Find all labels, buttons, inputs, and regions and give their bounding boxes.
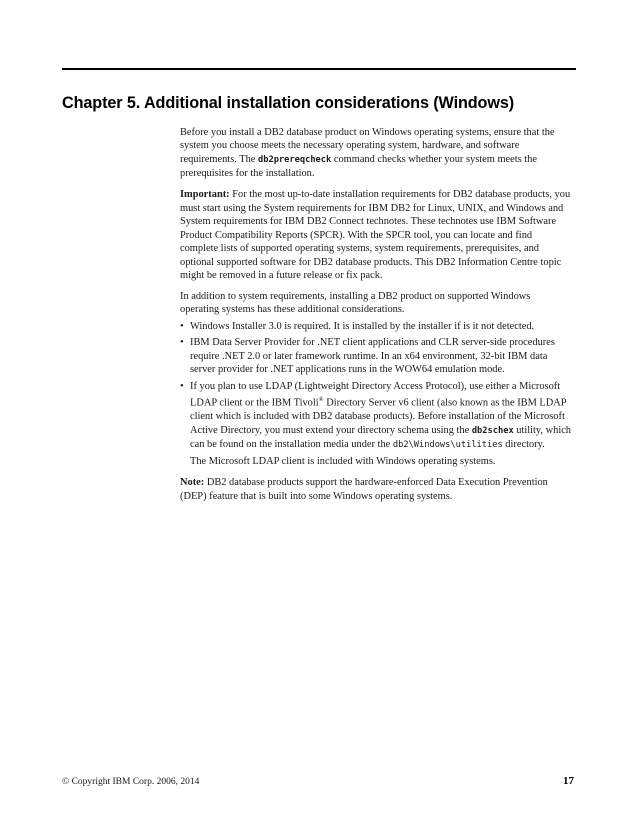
intro-text-end: command checks whether your system meets the prerequisites for the installation.	[180, 153, 537, 180]
important-label: Important:	[180, 189, 230, 201]
bullet: •	[180, 337, 184, 349]
page-number: 17	[563, 775, 574, 787]
list-item	[180, 320, 572, 333]
utilities-path: db2\Windows\utilities	[392, 439, 503, 450]
ldap-text-2: Directory Server v6 client (also known as the IBM LDAP client which is included with DB2 database products). Before installation of the Microsoft Active Directory, you must extend your directory schema using the	[190, 397, 567, 436]
body-text	[180, 126, 572, 503]
prereq-command: db2prereqcheck	[258, 154, 332, 165]
list-item-ldap	[180, 380, 572, 453]
bullet: •	[180, 320, 184, 332]
list-item	[180, 336, 572, 376]
list-item-text: Windows Installer 3.0 is required. It is installed by the installer if is it not detected.	[190, 320, 535, 332]
note-text: DB2 database products support the hardware-enforced Data Execution Prevention (DEP) feature that is built into some Windows operating systems.	[180, 477, 548, 502]
note-paragraph	[180, 476, 572, 503]
ldap-text-4: directory.	[502, 438, 545, 450]
intro-text: Before you install a DB2 database product on Windows operating systems, ensure that the system you choose meets the necessary operating system, hardware, and software requirements. The	[180, 127, 555, 165]
copyright-notice: © Copyright IBM Corp. 2006, 2014	[62, 777, 200, 787]
note-label: Note:	[180, 477, 205, 489]
list-item-text: IBM Data Server Provider for .NET client applications and CLR server-side procedures require .NET 2.0 or later framework runtime. In an x64 environment, 32-bit IBM data server provider for .NET applications runs in the WOW64 emulation mode.	[190, 337, 555, 376]
ldap-followup: The Microsoft LDAP client is included with Windows operating systems.	[190, 456, 496, 468]
registered-mark: ®	[318, 396, 324, 404]
ldap-text: If you plan to use LDAP (Lightweight Directory Access Protocol), use either a Microsoft LDAP client or the IBM Tivoli	[190, 380, 561, 409]
important-text: For the most up-to-date installation requirements for DB2 database products, you must start using the System requirements for IBM DB2 for Linux, UNIX, and Windows and System requirements for IBM DB2 Connect technotes. These technotes use IBM Software Product Compatibility Reports (SPCR). With the SPCR tool, you can locate and find complete lists of supported operating systems, system requirements, prerequisites, and optional supported software for DB2 database products. This DB2 Information Centre topic might be removed in a future release or fix pack.	[180, 189, 571, 282]
important-paragraph	[180, 188, 572, 282]
intro-paragraph	[180, 126, 572, 181]
chapter-title: Chapter 5. Additional installation considerations (Windows)	[62, 94, 515, 112]
considerations-lead: In addition to system requirements, installing a DB2 product on supported Windows operating systems has these additional considerations.	[180, 290, 531, 316]
schex-command: db2schex	[471, 425, 514, 436]
header-rule	[62, 68, 576, 70]
ldap-text-3: utility, which can be found on the installation media under the	[190, 424, 572, 450]
bullet: •	[180, 380, 184, 392]
